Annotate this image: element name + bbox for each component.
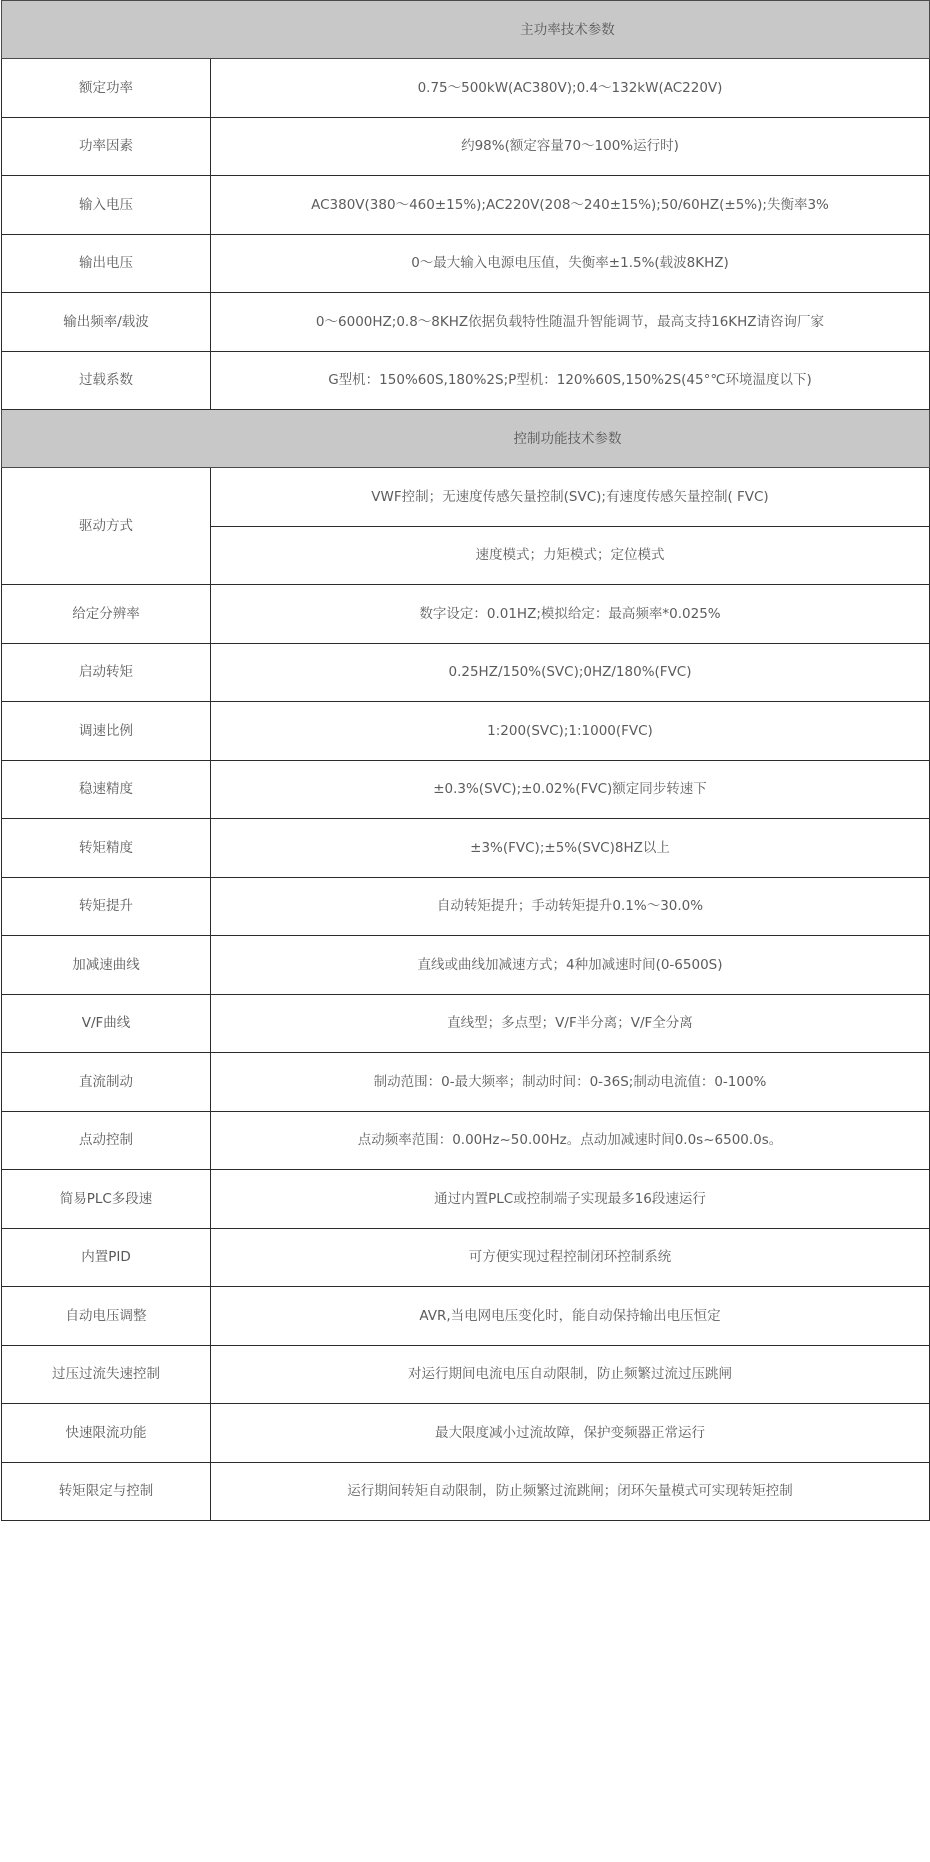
table-row	[2, 468, 930, 527]
param-value: 运行期间转矩自动限制，防止频繁过流跳闸；闭环矢量模式可实现转矩控制	[211, 1462, 930, 1521]
param-label: 过载系数	[2, 351, 211, 410]
param-value: 直线型；多点型；V/F半分离；V/F全分离	[211, 994, 930, 1053]
param-label: 输出电压	[2, 234, 211, 293]
table-row	[2, 702, 930, 761]
table-row	[2, 994, 930, 1053]
param-value: ±0.3%(SVC);±0.02%(FVC)额定同步转速下	[211, 760, 930, 819]
table-row	[2, 293, 930, 352]
param-value: 1:200(SVC);1:1000(FVC)	[211, 702, 930, 761]
section-title: 主功率技术参数	[520, 21, 615, 38]
table-row	[2, 1111, 930, 1170]
param-label: 驱动方式	[2, 468, 211, 585]
param-value: 制动范围：0-最大频率；制动时间：0-36S;制动电流值：0-100%	[211, 1053, 930, 1112]
param-label: 直流制动	[2, 1053, 211, 1112]
param-label: 自动电压调整	[2, 1287, 211, 1346]
spec-table-body	[2, 1, 930, 1521]
param-value: AVR,当电网电压变化时，能自动保持输出电压恒定	[211, 1287, 930, 1346]
table-row	[2, 936, 930, 995]
param-value: ±3%(FVC);±5%(SVC)8HZ以上	[211, 819, 930, 878]
param-label: 内置PID	[2, 1228, 211, 1287]
table-row	[2, 351, 930, 410]
param-value: 通过内置PLC或控制端子实现最多16段速运行	[211, 1170, 930, 1229]
param-label: 调速比例	[2, 702, 211, 761]
param-value: 约98%(额定容量70～100%运行时)	[211, 117, 930, 176]
section-header-cell	[2, 1, 930, 59]
table-row	[2, 1404, 930, 1463]
param-value: G型机：150%60S,180%2S;P型机：120%60S,150%2S(45°℃环境温度以下)	[211, 351, 930, 410]
section-title: 控制功能技术参数	[513, 430, 622, 447]
table-row	[2, 1345, 930, 1404]
param-label: 转矩限定与控制	[2, 1462, 211, 1521]
table-row	[2, 234, 930, 293]
table-row	[2, 1053, 930, 1112]
table-row	[2, 760, 930, 819]
section-header-cell	[2, 410, 930, 468]
param-label: 转矩精度	[2, 819, 211, 878]
param-value: 0.25HZ/150%(SVC);0HZ/180%(FVC)	[211, 643, 930, 702]
table-row	[2, 1287, 930, 1346]
table-row	[2, 819, 930, 878]
param-value: 可方便实现过程控制闭环控制系统	[211, 1228, 930, 1287]
table-row	[2, 585, 930, 644]
param-value: 点动频率范围：0.00Hz~50.00Hz。点动加减速时间0.0s~6500.0s。	[211, 1111, 930, 1170]
table-row	[2, 643, 930, 702]
param-label: 额定功率	[2, 59, 211, 118]
param-value: 数字设定：0.01HZ;模拟给定：最高频率*0.025%	[211, 585, 930, 644]
table-row	[2, 1228, 930, 1287]
param-label: 转矩提升	[2, 877, 211, 936]
param-label: 过压过流失速控制	[2, 1345, 211, 1404]
param-label: 输入电压	[2, 176, 211, 235]
table-row	[2, 877, 930, 936]
param-value: 0～6000HZ;0.8～8KHZ依据负载特性随温升智能调节，最高支持16KHZ请咨询厂家	[211, 293, 930, 352]
param-value: 0～最大输入电源电压值，失衡率±1.5%(载波8KHZ)	[211, 234, 930, 293]
table-row	[2, 117, 930, 176]
param-value: 直线或曲线加减速方式；4种加减速时间(0-6500S)	[211, 936, 930, 995]
table-row	[2, 1170, 930, 1229]
param-value: 速度模式；力矩模式；定位模式	[211, 526, 930, 585]
spec-table	[1, 0, 930, 1521]
param-label: 稳速精度	[2, 760, 211, 819]
param-label: 简易PLC多段速	[2, 1170, 211, 1229]
param-value: AC380V(380～460±15%);AC220V(208～240±15%);50/60HZ(±5%);失衡率3%	[211, 176, 930, 235]
param-label: V/F曲线	[2, 994, 211, 1053]
param-value: 0.75～500kW(AC380V);0.4～132kW(AC220V)	[211, 59, 930, 118]
param-value: 最大限度减小过流故障，保护变频器正常运行	[211, 1404, 930, 1463]
param-value: 对运行期间电流电压自动限制，防止频繁过流过压跳闸	[211, 1345, 930, 1404]
param-label: 点动控制	[2, 1111, 211, 1170]
param-label: 输出频率/载波	[2, 293, 211, 352]
table-row	[2, 59, 930, 118]
section-header-control-function	[2, 410, 930, 468]
param-label: 加减速曲线	[2, 936, 211, 995]
section-header-main-power	[2, 1, 930, 59]
param-label: 启动转矩	[2, 643, 211, 702]
table-row	[2, 1462, 930, 1521]
param-label: 功率因素	[2, 117, 211, 176]
param-label: 快速限流功能	[2, 1404, 211, 1463]
param-value: 自动转矩提升；手动转矩提升0.1%～30.0%	[211, 877, 930, 936]
param-label: 给定分辨率	[2, 585, 211, 644]
param-value: VWF控制；无速度传感矢量控制(SVC);有速度传感矢量控制( FVC)	[211, 468, 930, 527]
table-row	[2, 176, 930, 235]
